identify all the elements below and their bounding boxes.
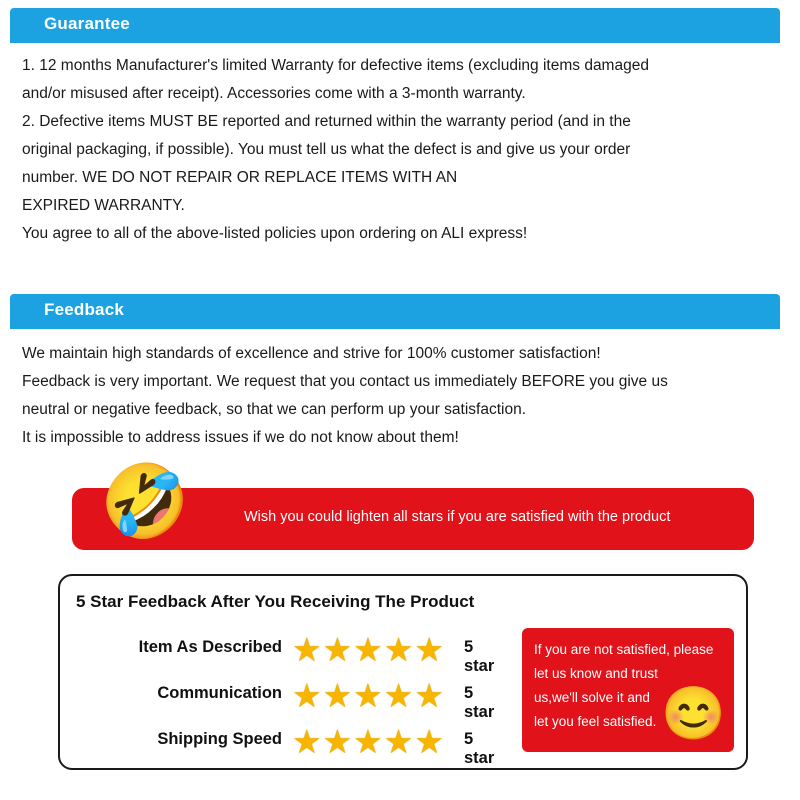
guarantee-body: [22, 52, 762, 248]
rating-card-title: 5 Star Feedback After You Receiving The Product: [76, 592, 475, 611]
guarantee-line-5: number. WE DO NOT REPAIR OR REPLACE ITEMS WITH AN: [22, 169, 458, 186]
rating-row-shipping-speed: [60, 720, 500, 766]
rating-label: Item As Described: [138, 638, 282, 656]
section-title-feedback: Feedback: [44, 300, 125, 319]
rating-value: 5 star: [464, 638, 495, 675]
section-divider-feedback: [10, 326, 780, 329]
guarantee-line-4: original packaging, if possible). You must tell us what the defect is and give us your order: [22, 141, 631, 158]
smiling-emoji-icon: 😊: [661, 685, 726, 743]
rating-value: 5 star: [464, 730, 495, 767]
star-rating-icon: ★★★★★: [292, 677, 445, 714]
rating-label: Shipping Speed: [157, 730, 282, 748]
section-header-feedback: [10, 294, 780, 326]
guarantee-line-1: 1. 12 months Manufacturer's limited Warranty for defective items (excluding items damaged: [22, 57, 649, 74]
rating-row-communication: [60, 674, 500, 720]
guarantee-line-7: You agree to all of the above-listed policies upon ordering on ALI express!: [22, 225, 528, 242]
rating-card: [58, 574, 748, 770]
note-line-2: let us know and trust: [534, 666, 658, 681]
feedback-line-3: neutral or negative feedback, so that we can perform up your satisfaction.: [22, 401, 527, 418]
smile-banner-text: Wish you could lighten all stars if you are satisfied with the product: [244, 509, 671, 525]
rating-value: 5 star: [464, 684, 495, 721]
rating-row-item-as-described: [60, 628, 500, 674]
feedback-line-2: Feedback is very important. We request that you contact us immediately BEFORE you give us: [22, 373, 668, 390]
guarantee-line-2: and/or misused after receipt). Accessories come with a 3-month warranty.: [22, 85, 526, 102]
star-rating-icon: ★★★★★: [292, 631, 445, 668]
note-line-3: us,we'll solve it and: [534, 690, 650, 705]
satisfaction-note-box: [522, 628, 734, 752]
rating-label: Communication: [157, 684, 282, 702]
star-rating-icon: ★★★★★: [292, 723, 445, 760]
section-header-guarantee: [10, 8, 780, 40]
laughing-emoji-icon: 🤣: [100, 462, 190, 542]
section-divider-guarantee: [10, 40, 780, 43]
smile-banner: [72, 462, 754, 550]
note-line-1: If you are not satisfied, please: [534, 642, 714, 657]
feedback-body: [22, 340, 762, 452]
feedback-line-4: It is impossible to address issues if we do not know about them!: [22, 429, 459, 446]
feedback-line-1: We maintain high standards of excellence and strive for 100% customer satisfaction!: [22, 345, 601, 362]
note-line-4: let you feel satisfied.: [534, 714, 657, 729]
section-title-guarantee: Guarantee: [44, 14, 130, 33]
guarantee-line-6: EXPIRED WARRANTY.: [22, 197, 185, 214]
guarantee-line-3: 2. Defective items MUST BE reported and returned within the warranty period (and in the: [22, 113, 631, 130]
